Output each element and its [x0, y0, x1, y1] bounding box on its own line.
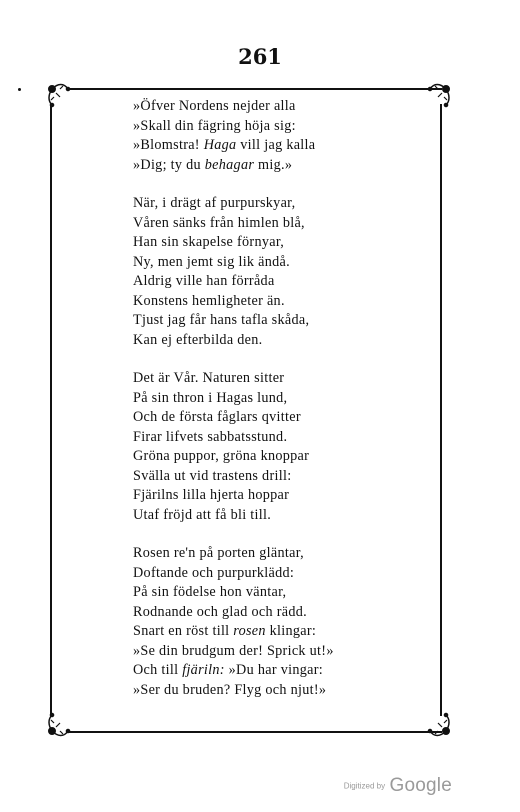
stanza	[133, 97, 463, 175]
emphasized-word: rosen	[233, 623, 266, 639]
line-text: mig.»	[254, 156, 293, 173]
poem-line	[133, 233, 463, 253]
poem-line	[133, 622, 463, 642]
poem-line	[133, 117, 463, 137]
poem-line	[133, 97, 463, 117]
poem-line	[133, 583, 463, 603]
corner-ornament-bottom-left	[40, 705, 80, 745]
poem-line	[133, 467, 463, 487]
stanza	[133, 194, 463, 350]
poem-line	[133, 194, 463, 214]
poem-line	[133, 681, 463, 701]
ink-speck	[18, 88, 21, 91]
poem-line	[133, 486, 463, 506]
line-text: klingar:	[265, 623, 317, 639]
line-text: Rosen re'n på porten gläntar,	[133, 545, 305, 561]
line-text: Firar lifvets sabbatsstund.	[133, 428, 288, 445]
poem-line	[133, 642, 463, 662]
line-text: Och de första fåglars qvitter	[133, 409, 301, 425]
poem-line	[133, 253, 463, 273]
poem-line	[133, 428, 463, 448]
poem-line	[133, 389, 463, 409]
line-text: »Blomstra!	[133, 137, 204, 153]
digitized-label: Digitized by	[343, 781, 386, 791]
line-text: Och till	[133, 662, 183, 678]
poem-line	[133, 272, 463, 292]
emphasized-word: fjäriln:	[182, 662, 225, 678]
stanza	[133, 544, 463, 700]
poem-line	[133, 214, 463, 234]
poem-line	[133, 311, 463, 331]
emphasized-word: Haga	[203, 137, 237, 153]
poem-line	[133, 564, 463, 584]
line-text: Han sin skapelse förnyar,	[133, 234, 285, 250]
google-logo: Google	[389, 775, 452, 796]
poem-line	[133, 603, 463, 623]
corner-ornament-top-left	[40, 75, 80, 115]
frame-bottom-line	[66, 731, 442, 733]
page-number: 261	[238, 44, 282, 69]
line-text: »Skall din fägring höja sig:	[133, 117, 296, 134]
stanza	[133, 369, 463, 525]
line-text: Aldrig ville han förråda	[133, 273, 275, 289]
digitization-footer	[344, 775, 452, 797]
poem-line	[133, 661, 463, 681]
poem-line	[133, 292, 463, 312]
line-text: »Dig; ty du	[133, 156, 205, 173]
line-text: Svälla ut vid trastens drill:	[133, 467, 292, 484]
line-text: Rodnande och glad och rädd.	[133, 603, 307, 620]
line-text: »Ser du bruden? Flyg och njut!»	[133, 681, 327, 698]
poem-line	[133, 136, 463, 156]
poem-body	[133, 97, 463, 719]
line-text: Våren sänks från himlen blå,	[133, 214, 305, 231]
frame-left-line	[50, 104, 52, 716]
line-text: På sin thron i Hagas lund,	[133, 389, 288, 406]
line-text: Konstens hemligheter än.	[133, 292, 285, 309]
line-text: vill jag kalla	[236, 137, 316, 153]
line-text: Tjust jag får hans tafla skåda,	[133, 312, 310, 328]
line-text: Fjärilns lilla hjerta hoppar	[133, 487, 290, 503]
line-text: Gröna puppor, gröna knoppar	[133, 448, 310, 464]
poem-line	[133, 447, 463, 467]
poem-line	[133, 156, 463, 176]
poem-line	[133, 369, 463, 389]
emphasized-word: behagar	[204, 156, 255, 173]
line-text: Snart en röst till	[133, 623, 234, 639]
poem-line	[133, 506, 463, 526]
line-text: På sin födelse hon väntar,	[133, 584, 287, 600]
line-text: Doftande och purpurklädd:	[133, 564, 295, 581]
poem-line	[133, 331, 463, 351]
line-text: »Se din brudgum der! Sprick ut!»	[133, 642, 334, 659]
line-text: Ny, men jemt sig lik ändå.	[133, 253, 291, 270]
line-text: Kan ej efterbilda den.	[133, 331, 263, 348]
line-text: Utaf fröjd att få bli till.	[133, 506, 272, 523]
line-text: Det är Vår. Naturen sitter	[133, 370, 285, 386]
line-text: »Du har vingar:	[224, 662, 323, 678]
frame-top-line	[66, 88, 442, 90]
poem-line	[133, 544, 463, 564]
line-text: När, i drägt af purpurskyar,	[133, 195, 296, 211]
line-text: »Öfver Nordens nejder alla	[133, 98, 296, 114]
poem-line	[133, 408, 463, 428]
